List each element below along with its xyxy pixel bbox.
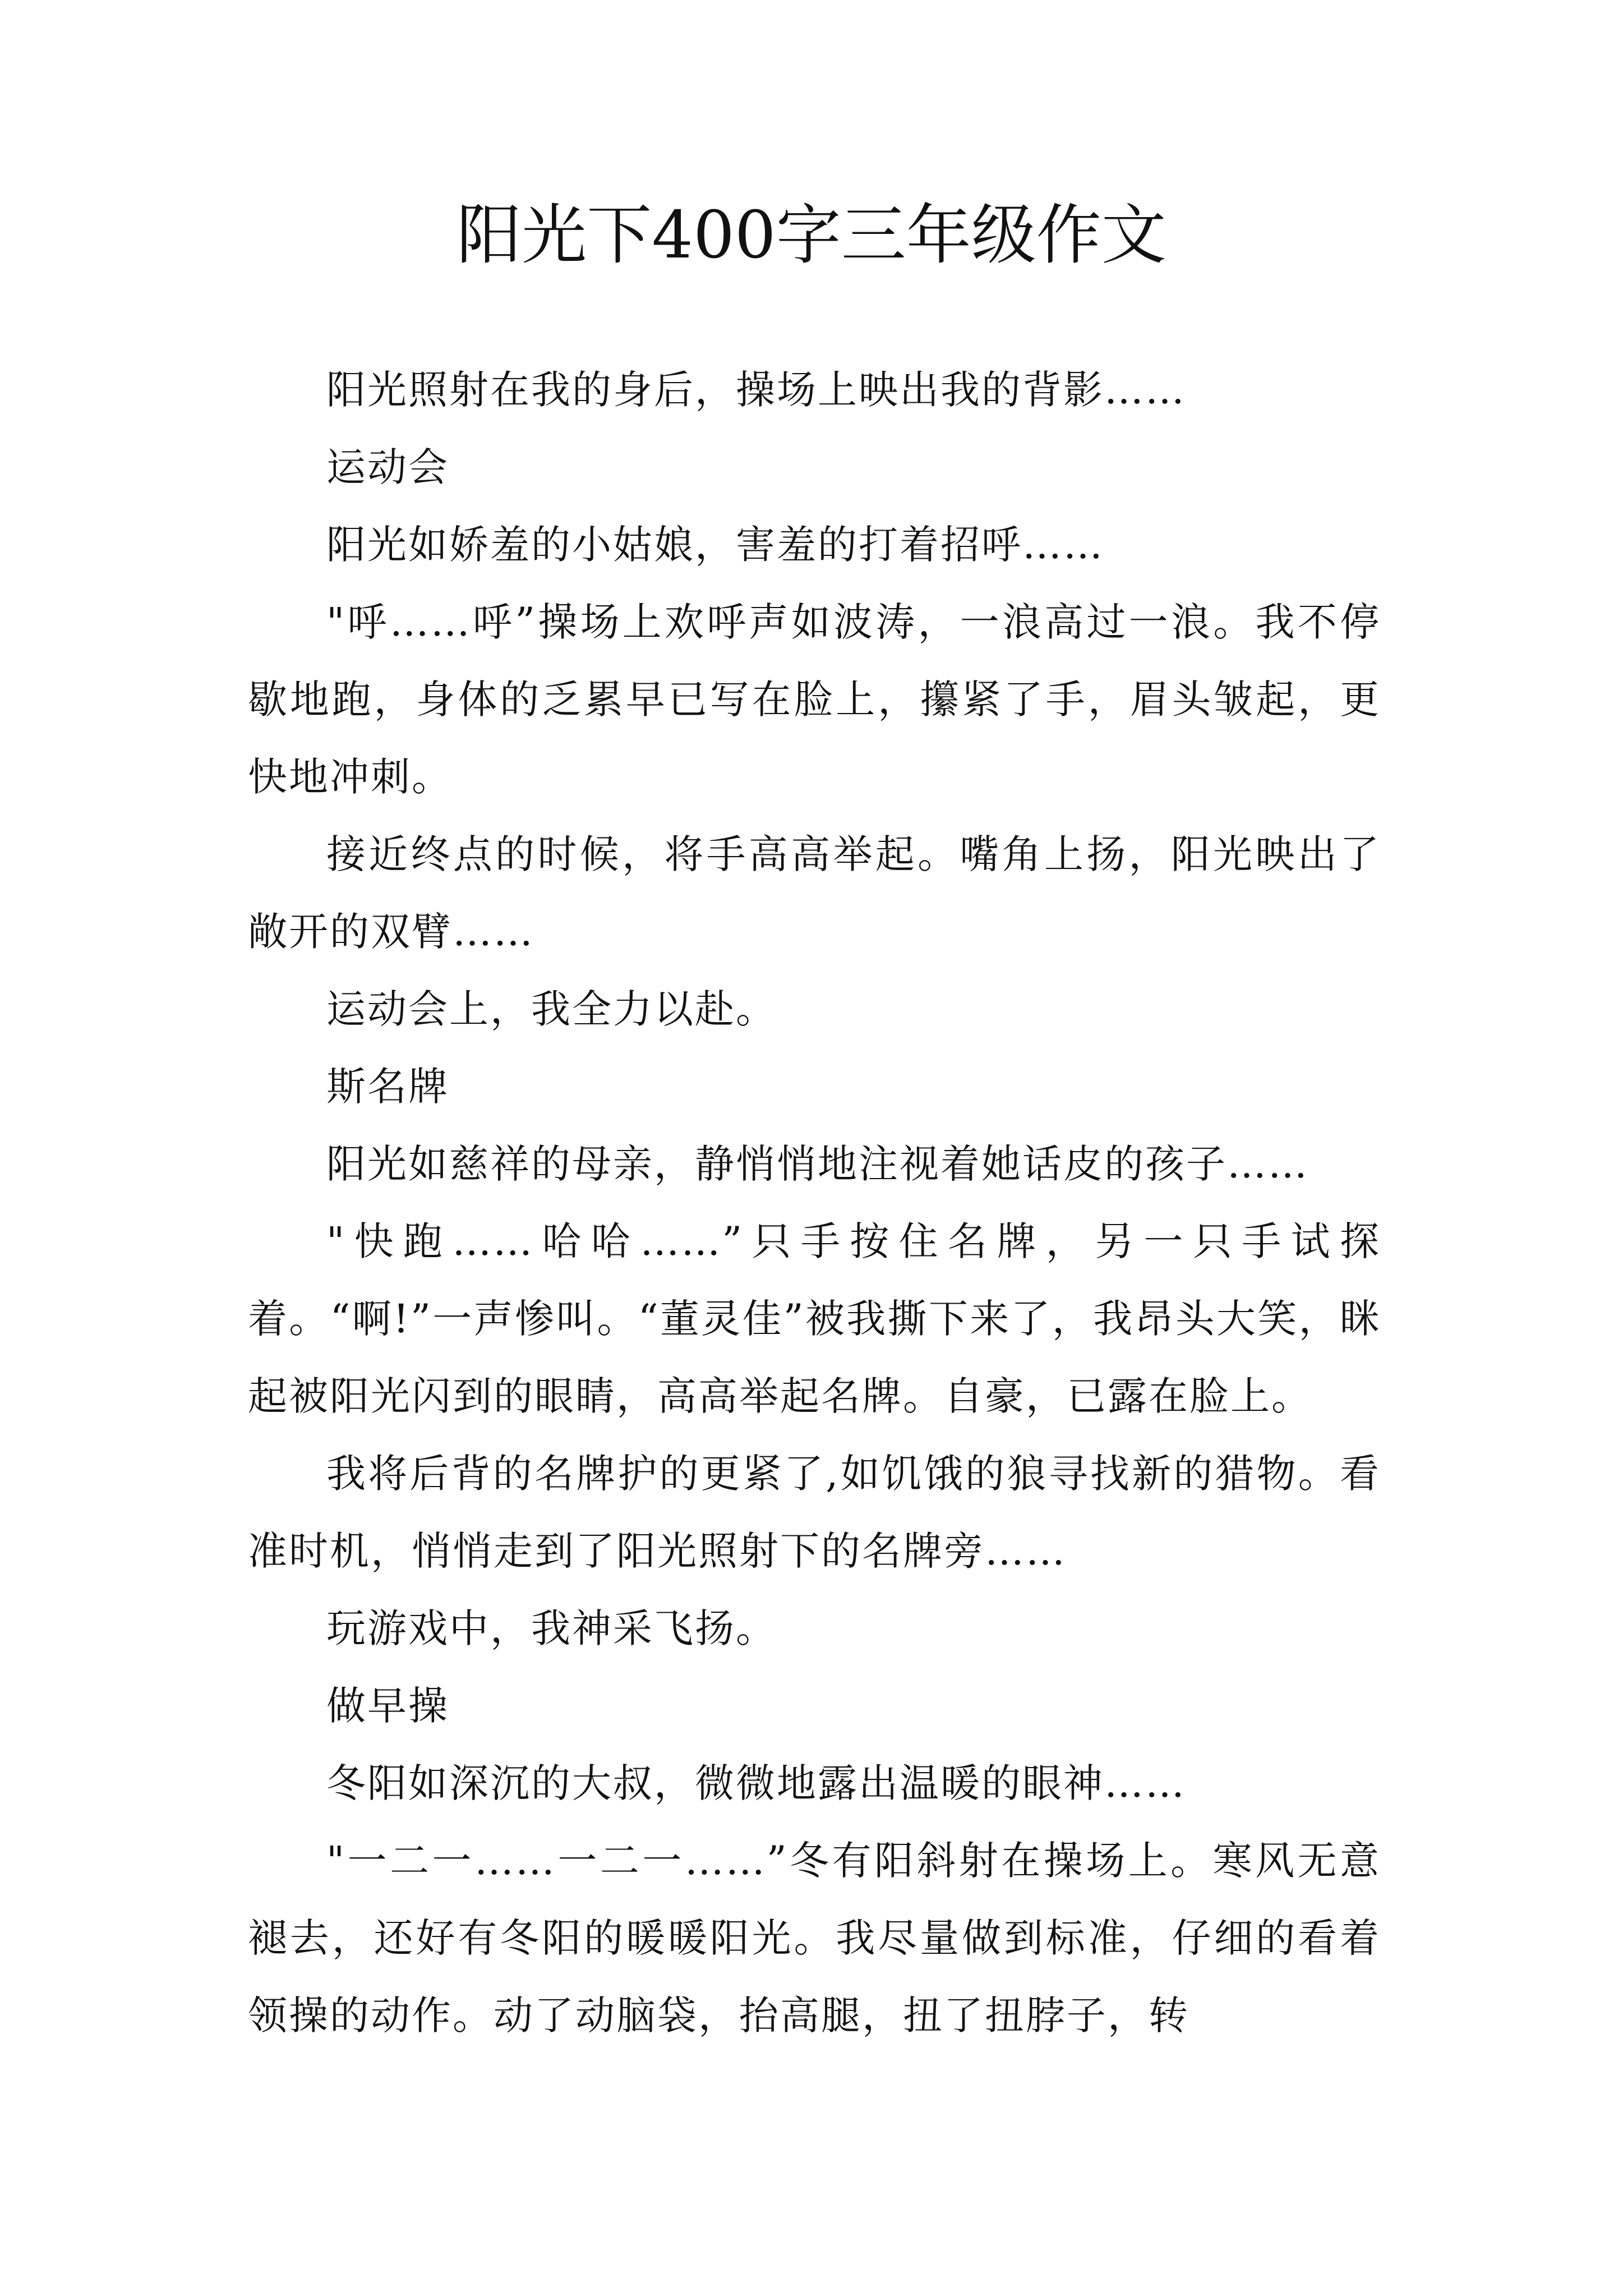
section-heading: 做早操 bbox=[326, 1683, 449, 1729]
document-body bbox=[248, 351, 1381, 2054]
paragraph: 我将后背的名牌护的更紧了,如饥饿的狼寻找新的猎物。看准时机，悄悄走到了阳光照射下的名牌旁…… bbox=[248, 1451, 1381, 1574]
paragraph: 阳光照射在我的身后，操场上映出我的背影…… bbox=[326, 367, 1186, 413]
paragraph: "呼……呼”操场上欢呼声如波涛，一浪高过一浪。我不停歇地跑，身体的乏累早已写在脸上，攥紧了手，眉头皱起，更快地冲刺。 bbox=[248, 599, 1381, 800]
paragraph: 玩游戏中，我神采飞扬。 bbox=[326, 1605, 777, 1651]
section-heading: 斯名牌 bbox=[326, 1064, 449, 1110]
document-title: 阳光下400字三年级作文 bbox=[457, 197, 1166, 273]
paragraph: 冬阳如深沉的大叔，微微地露出温暖的眼神…… bbox=[326, 1760, 1186, 1806]
paragraph: 阳光如慈祥的母亲，静悄悄地注视着她话皮的孩子…… bbox=[326, 1141, 1309, 1187]
paragraph: 阳光如娇羞的小姑娘，害羞的打着招呼…… bbox=[326, 522, 1104, 568]
paragraph: "快跑……哈哈……”只手按住名牌，另一只手试探着。“啊!”一声惨叫。“董灵佳”被我撕下来了，我昂头大笑，眯起被阳光闪到的眼睛，高高举起名牌。自豪，已露在脸上。 bbox=[248, 1218, 1381, 1419]
paragraph: 接近终点的时候，将手高高举起。嘴角上扬，阳光映出了敞开的双臂…… bbox=[248, 831, 1381, 955]
paragraph: "一二一……一二一……”冬有阳斜射在操场上。寒风无意褪去，还好有冬阳的暖暖阳光。我尽量做到标准，仔细的看着领操的动作。动了动脑袋，抬高腿，扭了扭脖子，转 bbox=[248, 1838, 1381, 2039]
paragraph: 运动会上，我全力以赴。 bbox=[326, 986, 777, 1032]
section-heading: 运动会 bbox=[326, 444, 449, 490]
